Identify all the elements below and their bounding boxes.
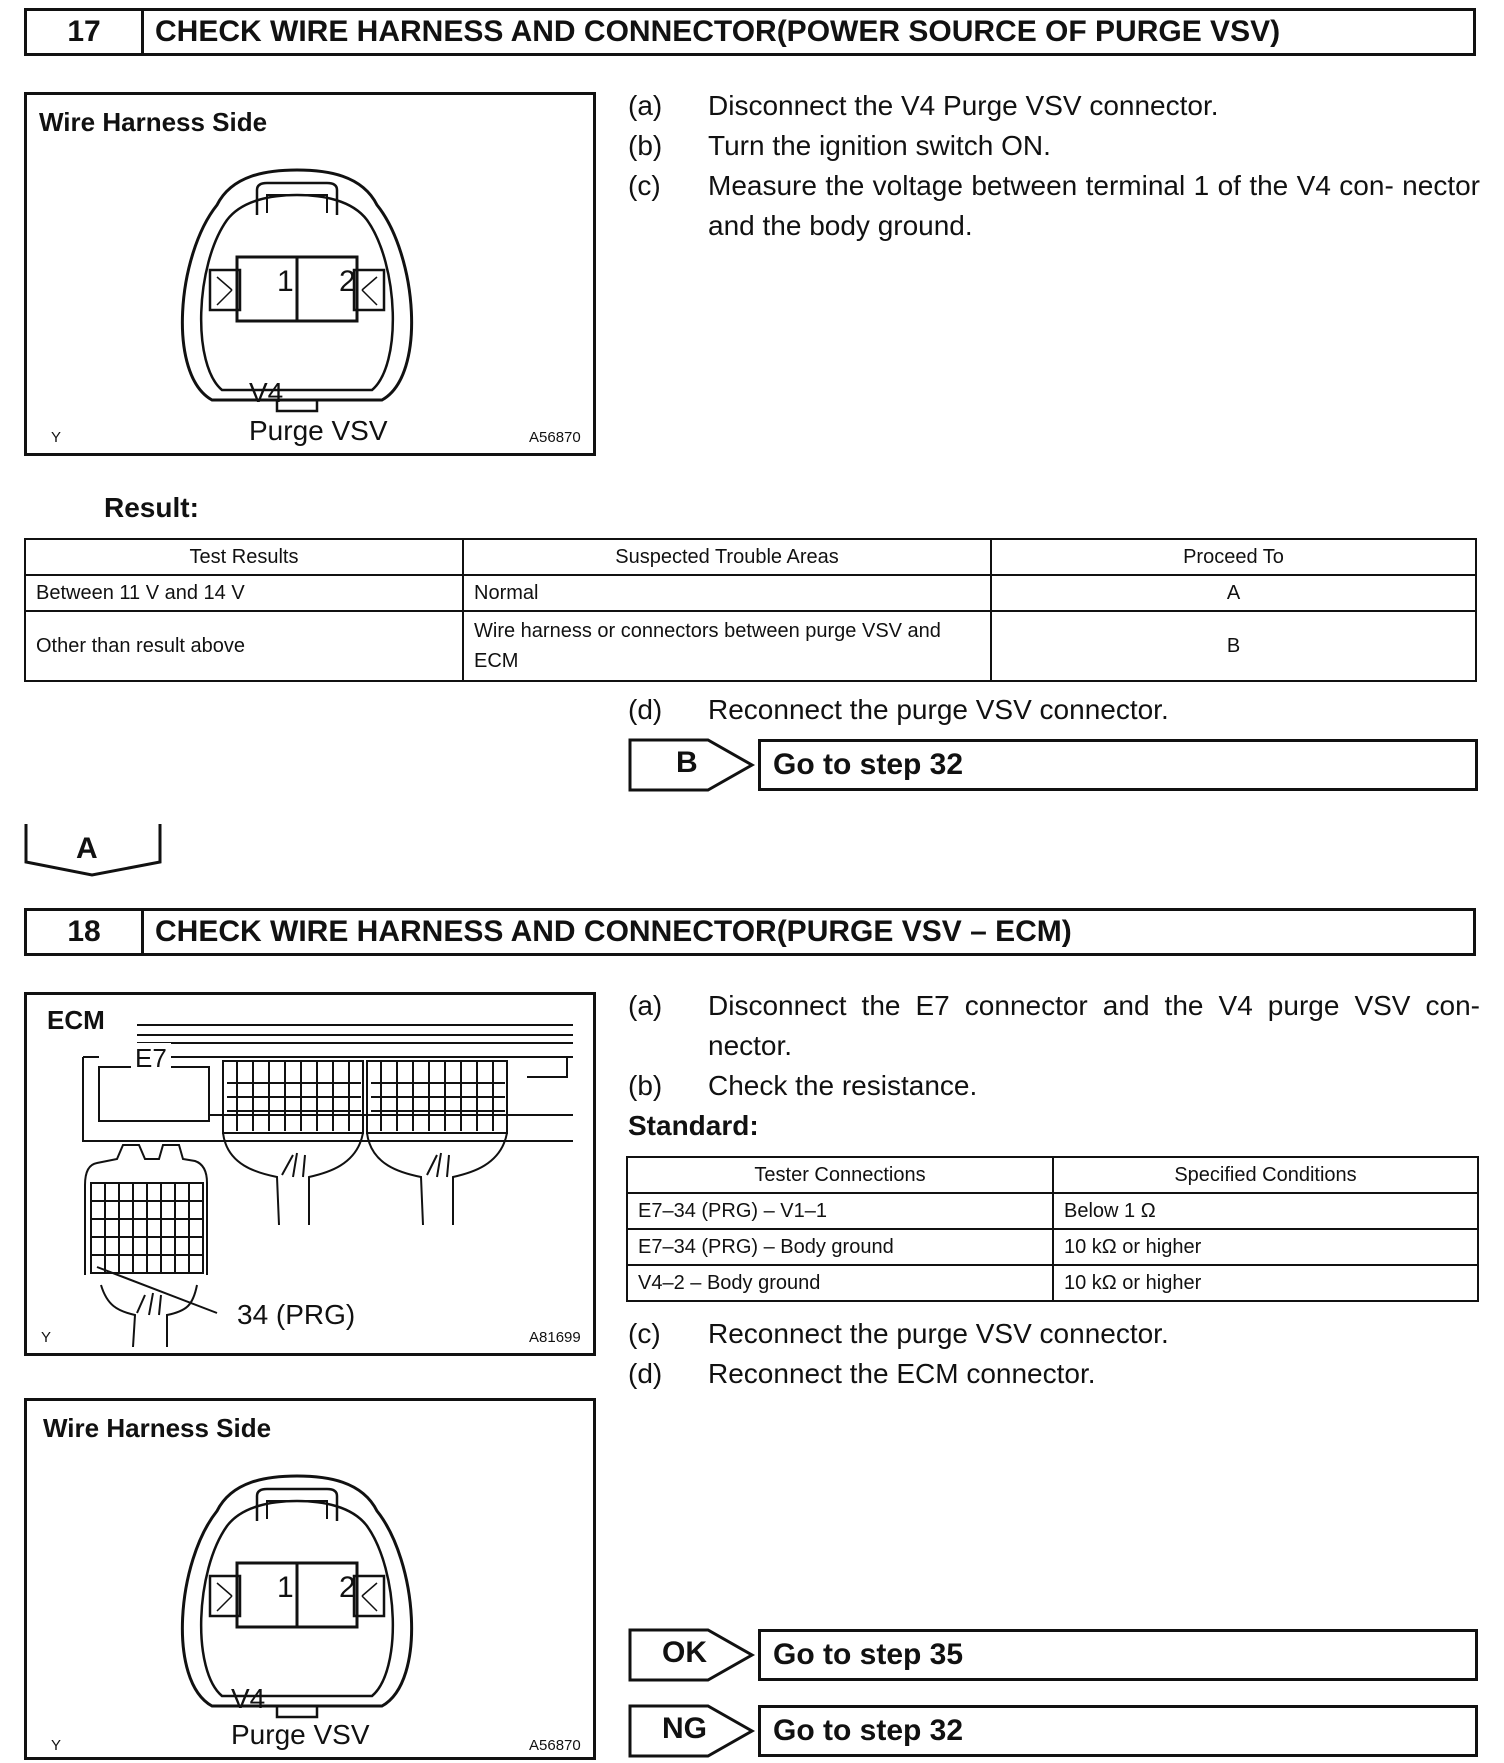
instruction-c: (c) Reconnect the purge VSV connector. [628,1318,1169,1349]
table-row [25,611,1476,681]
terminal-34-label: 34 (PRG) [237,1299,356,1330]
table-row [627,1265,1478,1301]
branch-a-tag: A [76,832,98,865]
wire-harness-figure [24,1398,596,1760]
go-to-step-32-box: Go to step 32 [758,1705,1478,1757]
step-18-instructions [628,986,1480,1106]
table-cell: A [991,575,1476,611]
figure-code: A56870 [529,1737,581,1754]
instruction-c: (c) Measure the voltage between terminal 1 of the V4 con- nector and the body ground. [628,170,1480,241]
figure-title: Wire Harness Side [43,1413,272,1443]
e7-connector-label: E7 [131,1043,171,1074]
ecm-connector-figure [24,992,596,1356]
instruction-b: (b) Turn the ignition switch ON. [628,130,1051,161]
table-row [25,575,1476,611]
go-to-step-35-box: Go to step 35 [758,1629,1478,1681]
standard-table [626,1156,1479,1302]
step-17-instructions [628,86,1480,246]
branch-ng-tag: NG [662,1712,707,1745]
instruction-d: (d) Reconnect the ECM connector. [628,1358,1096,1389]
corner-letter: Y [51,429,62,446]
connector-id: V4 [231,1683,266,1714]
col-header: Tester Connections [627,1157,1053,1193]
standard-heading: Standard: [628,1110,759,1141]
step-number: 18 [27,911,144,953]
instruction-a: (a) Disconnect the E7 connector and the V4 purge VSV con- nector. [628,990,1480,1061]
pin-1-label: 1 [277,265,294,298]
figure-code: A81699 [529,1329,581,1346]
table-cell: Wire harness or connectors between purge VSV and ECM [463,611,991,681]
figure-title: Wire Harness Side [39,107,268,137]
figure-code: A56870 [529,429,581,446]
connector-name: Purge VSV [249,415,388,446]
branch-b-tag: B [676,746,698,779]
connector-name: Purge VSV [231,1719,370,1750]
col-header: Suspected Trouble Areas [463,539,991,575]
purge-vsv-connector-drawing [27,1401,599,1763]
table-cell: Between 11 V and 14 V [25,575,463,611]
table-cell: E7–34 (PRG) – V1–1 [627,1193,1053,1229]
col-header: Specified Conditions [1053,1157,1478,1193]
corner-letter: Y [51,1737,62,1754]
table-row [627,1229,1478,1265]
instruction-a: (a) Disconnect the V4 Purge VSV connector. [628,90,1219,121]
table-cell: Other than result above [25,611,463,681]
branch-ok-tag: OK [662,1636,707,1669]
table-cell: E7–34 (PRG) – Body ground [627,1229,1053,1265]
table-row [627,1193,1478,1229]
ecm-label: ECM [47,1005,105,1035]
table-cell: Normal [463,575,991,611]
wire-harness-figure [24,92,596,456]
table-cell: 10 kΩ or higher [1053,1265,1478,1301]
step-18-instructions-after [628,1314,1480,1394]
purge-vsv-connector-drawing [27,95,599,459]
step-title: CHECK WIRE HARNESS AND CONNECTOR(POWER SOURCE OF PURGE VSV) [155,15,1281,48]
table-cell: B [991,611,1476,681]
instruction-b: (b) Check the resistance. [628,1070,978,1101]
step-number: 17 [27,11,144,53]
pin-1-label: 1 [277,1571,294,1604]
table-cell: V4–2 – Body ground [627,1265,1053,1301]
col-header: Test Results [25,539,463,575]
result-heading: Result: [104,492,199,523]
col-header: Proceed To [991,539,1476,575]
pin-2-label: 2 [339,1571,356,1604]
pin-2-label: 2 [339,265,356,298]
table-cell: 10 kΩ or higher [1053,1229,1478,1265]
step-18-header [24,908,1476,956]
instruction-d: (d) Reconnect the purge VSV connector. [628,694,1169,725]
go-to-step-32-box: Go to step 32 [758,739,1478,791]
step-17-header [24,8,1476,56]
result-table [24,538,1477,682]
corner-letter: Y [41,1329,52,1346]
step-title: CHECK WIRE HARNESS AND CONNECTOR(PURGE VSV – ECM) [155,915,1072,948]
table-cell: Below 1 Ω [1053,1193,1478,1229]
connector-id: V4 [249,377,284,408]
